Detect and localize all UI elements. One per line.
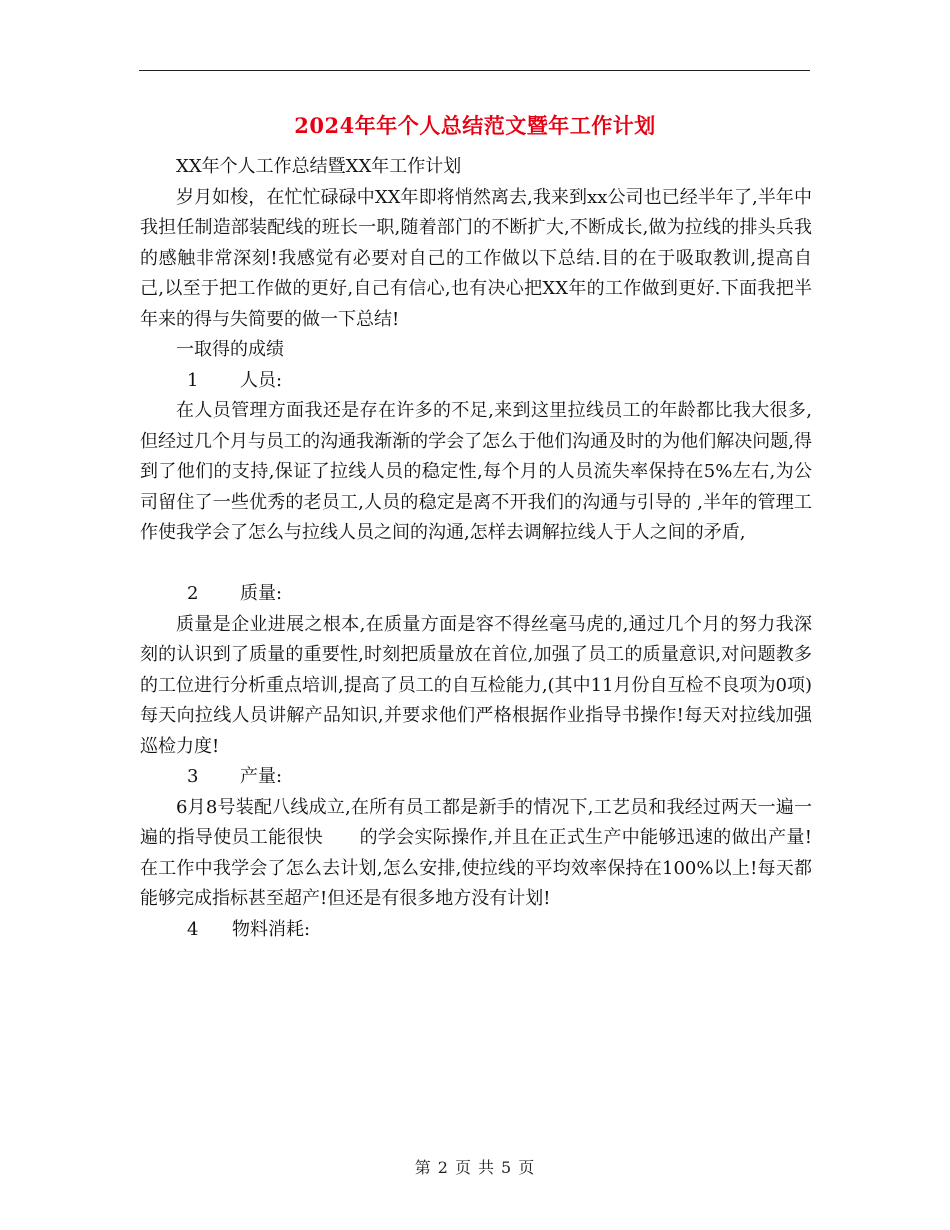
document-title: 2024年年个人总结范文暨年工作计划 — [294, 113, 656, 138]
document-subtitle: XX年个人工作总结暨XX年工作计划 — [176, 156, 462, 177]
item-heading-1 — [140, 366, 812, 397]
intro-paragraph: 岁月如梭，在忙忙碌碌中XX年即将悄然离去,我来到xx公司也已经半年了,半年中我担任制造部装配线的班长一职,随着部门的不断扩大,不断成长,做为拉线的排头兵我的感触非常深刻!我感觉有必要对自己的工作做以下总结.目的在于吸取教训,提高自己,以至于把工作做的更好,自己有信心,也有决心把XX年的工作做到更好.下面我把半年来的得与失简要的做一下总结! — [140, 186, 812, 330]
item-paragraph-1: 在人员管理方面我还是存在许多的不足,来到这里拉线员工的年龄都比我大很多,但经过几个月与员工的沟通我渐渐的学会了怎么于他们沟通及时的为他们解决问题,得到了他们的支持,保证了拉线人员的稳定性,每个月的人员流失率保持在5%左右,为公司留住了一些优秀的老员工,人员的稳定是离不开我们的沟通与引导的 ,半年的管理工作使我学会了怎么与拉线人员之间的沟通,怎样去调解拉线人于人之间的矛盾, — [140, 400, 812, 543]
item-number: 4 — [187, 918, 199, 940]
footer-total-unit: 页 — [518, 1158, 536, 1177]
item-paragraph-3: 6月8号装配八线成立,在所有员工都是新手的情况下,工艺员和我经过两天一遍一遍的指导使员工能很快 的学会实际操作,并且在正式生产中能够迅速的做出产量!在工作中我学会了怎么去计划,怎么安排,使拉线的平均效率保持在100%以上!每天都能够完成指标甚至超产!但还是有很多地方没有计划! — [140, 796, 812, 909]
item-label: 物料消耗: — [232, 918, 311, 940]
footer-prefix: 第 — [414, 1158, 432, 1177]
item-label: 产量: — [240, 766, 283, 787]
section-heading: 一取得的成绩 — [176, 339, 284, 360]
page-footer — [0, 1155, 950, 1178]
item-heading-4 — [140, 915, 812, 946]
document-body — [140, 152, 812, 945]
header-rule — [139, 70, 810, 71]
footer-total-pages: 5 — [501, 1158, 513, 1177]
footer-page-number: 2 — [437, 1158, 449, 1177]
item-number: 3 — [187, 766, 199, 787]
footer-page-unit: 页 — [454, 1158, 472, 1177]
item-number: 1 — [187, 369, 199, 391]
item-label: 质量: — [240, 583, 283, 604]
item-heading-2 — [140, 579, 812, 610]
footer-total-prefix: 共 — [478, 1158, 496, 1177]
item-heading-3 — [140, 762, 812, 793]
item-number: 2 — [187, 583, 199, 604]
blank-line — [140, 549, 812, 580]
item-label: 人员: — [240, 369, 283, 391]
item-paragraph-2: 质量是企业进展之根本,在质量方面是容不得丝毫马虎的,通过几个月的努力我深刻的认识到了质量的重要性,时刻把质量放在首位,加强了员工的质量意识,对问题教多的工位进行分析重点培训,提高了员工的自互检能力,(其中11月份自互检不良项为0项)每天向拉线人员讲解产品知识,并要求他们严格根据作业指导书操作!每天对拉线加强巡检力度! — [140, 613, 812, 757]
